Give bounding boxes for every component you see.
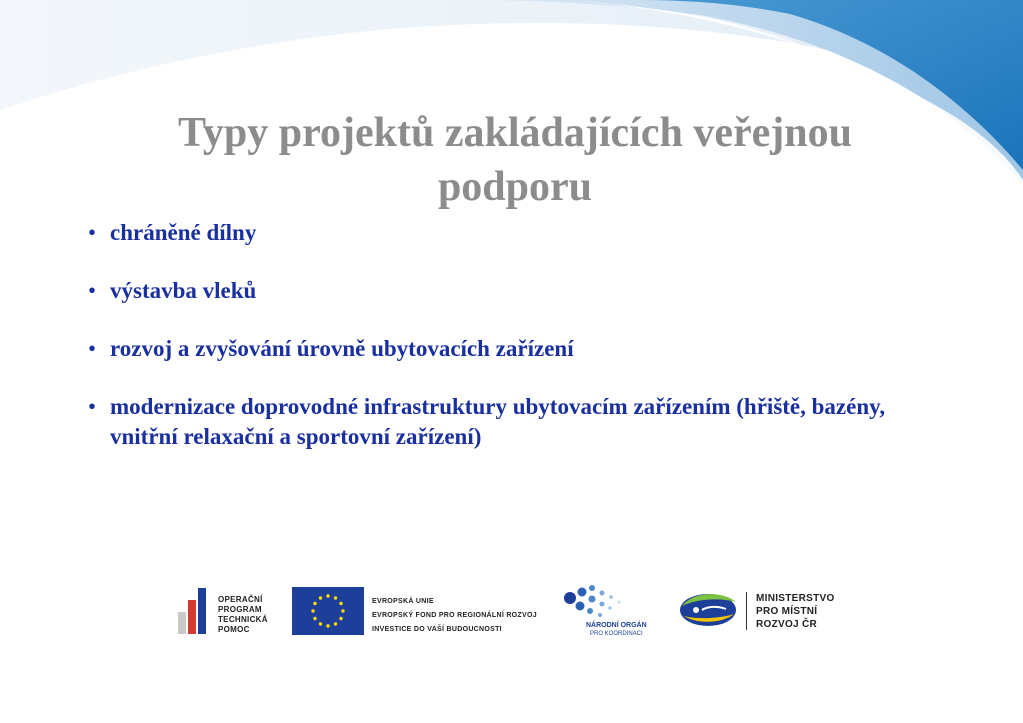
optp-logo xyxy=(176,586,276,638)
optp-text-line: TECHNICKÁ xyxy=(218,615,268,624)
eu-text-line: INVESTICE DO VAŠÍ BUDOUCNOSTI xyxy=(372,626,502,633)
optp-text-line: POMOC xyxy=(218,625,250,634)
eu-text-line: EVROPSKÁ UNIE xyxy=(372,598,434,605)
mmr-text-line: PRO MÍSTNÍ xyxy=(756,606,818,617)
eu-text-line: EVROPSKÝ FOND PRO REGIONÁLNÍ ROZVOJ xyxy=(372,612,537,619)
mmr-text-line: MINISTERSTVO xyxy=(756,593,835,604)
eu-flag-icon xyxy=(292,587,364,635)
list-item-text: rozvoj a zvyšování úrovně ubytovacích zařízení xyxy=(110,336,574,361)
nok-text-line: NÁRODNÍ ORGÁN xyxy=(586,622,647,629)
list-item-text: výstavba vleků xyxy=(110,278,257,303)
optp-text-line: PROGRAM xyxy=(218,605,262,614)
logo-strip xyxy=(0,580,1023,650)
list-item xyxy=(88,334,908,364)
optp-bars-icon xyxy=(176,586,218,636)
bullet-marker: • xyxy=(88,278,97,303)
mmr-logo xyxy=(678,588,858,636)
nok-logo xyxy=(562,584,652,640)
eu-logo xyxy=(292,587,552,637)
bullet-marker: • xyxy=(88,394,97,419)
mmr-emblem-icon xyxy=(678,590,740,630)
mmr-divider xyxy=(746,592,747,630)
list-item-text: chráněné dílny xyxy=(110,220,257,245)
mmr-text-line: ROZVOJ ČR xyxy=(756,619,818,630)
list-item xyxy=(88,276,908,306)
bullet-list xyxy=(88,218,908,480)
optp-text-line: OPERAČNÍ xyxy=(218,595,263,604)
bullet-marker: • xyxy=(88,220,97,245)
list-item-text: modernizace doprovodné infrastruktury ubytovacím zařízením (hřiště, bazény, vnitřní relaxační a sportovní zařízení) xyxy=(110,394,886,449)
bullet-marker: • xyxy=(88,336,97,361)
nok-text-line: PRO KOORDINACI xyxy=(589,631,643,637)
list-item xyxy=(88,218,908,248)
dots-cluster-icon xyxy=(562,584,632,620)
slide-title: Typy projektů zakládajících veřejnou podporu xyxy=(178,110,852,211)
list-item xyxy=(88,392,908,452)
